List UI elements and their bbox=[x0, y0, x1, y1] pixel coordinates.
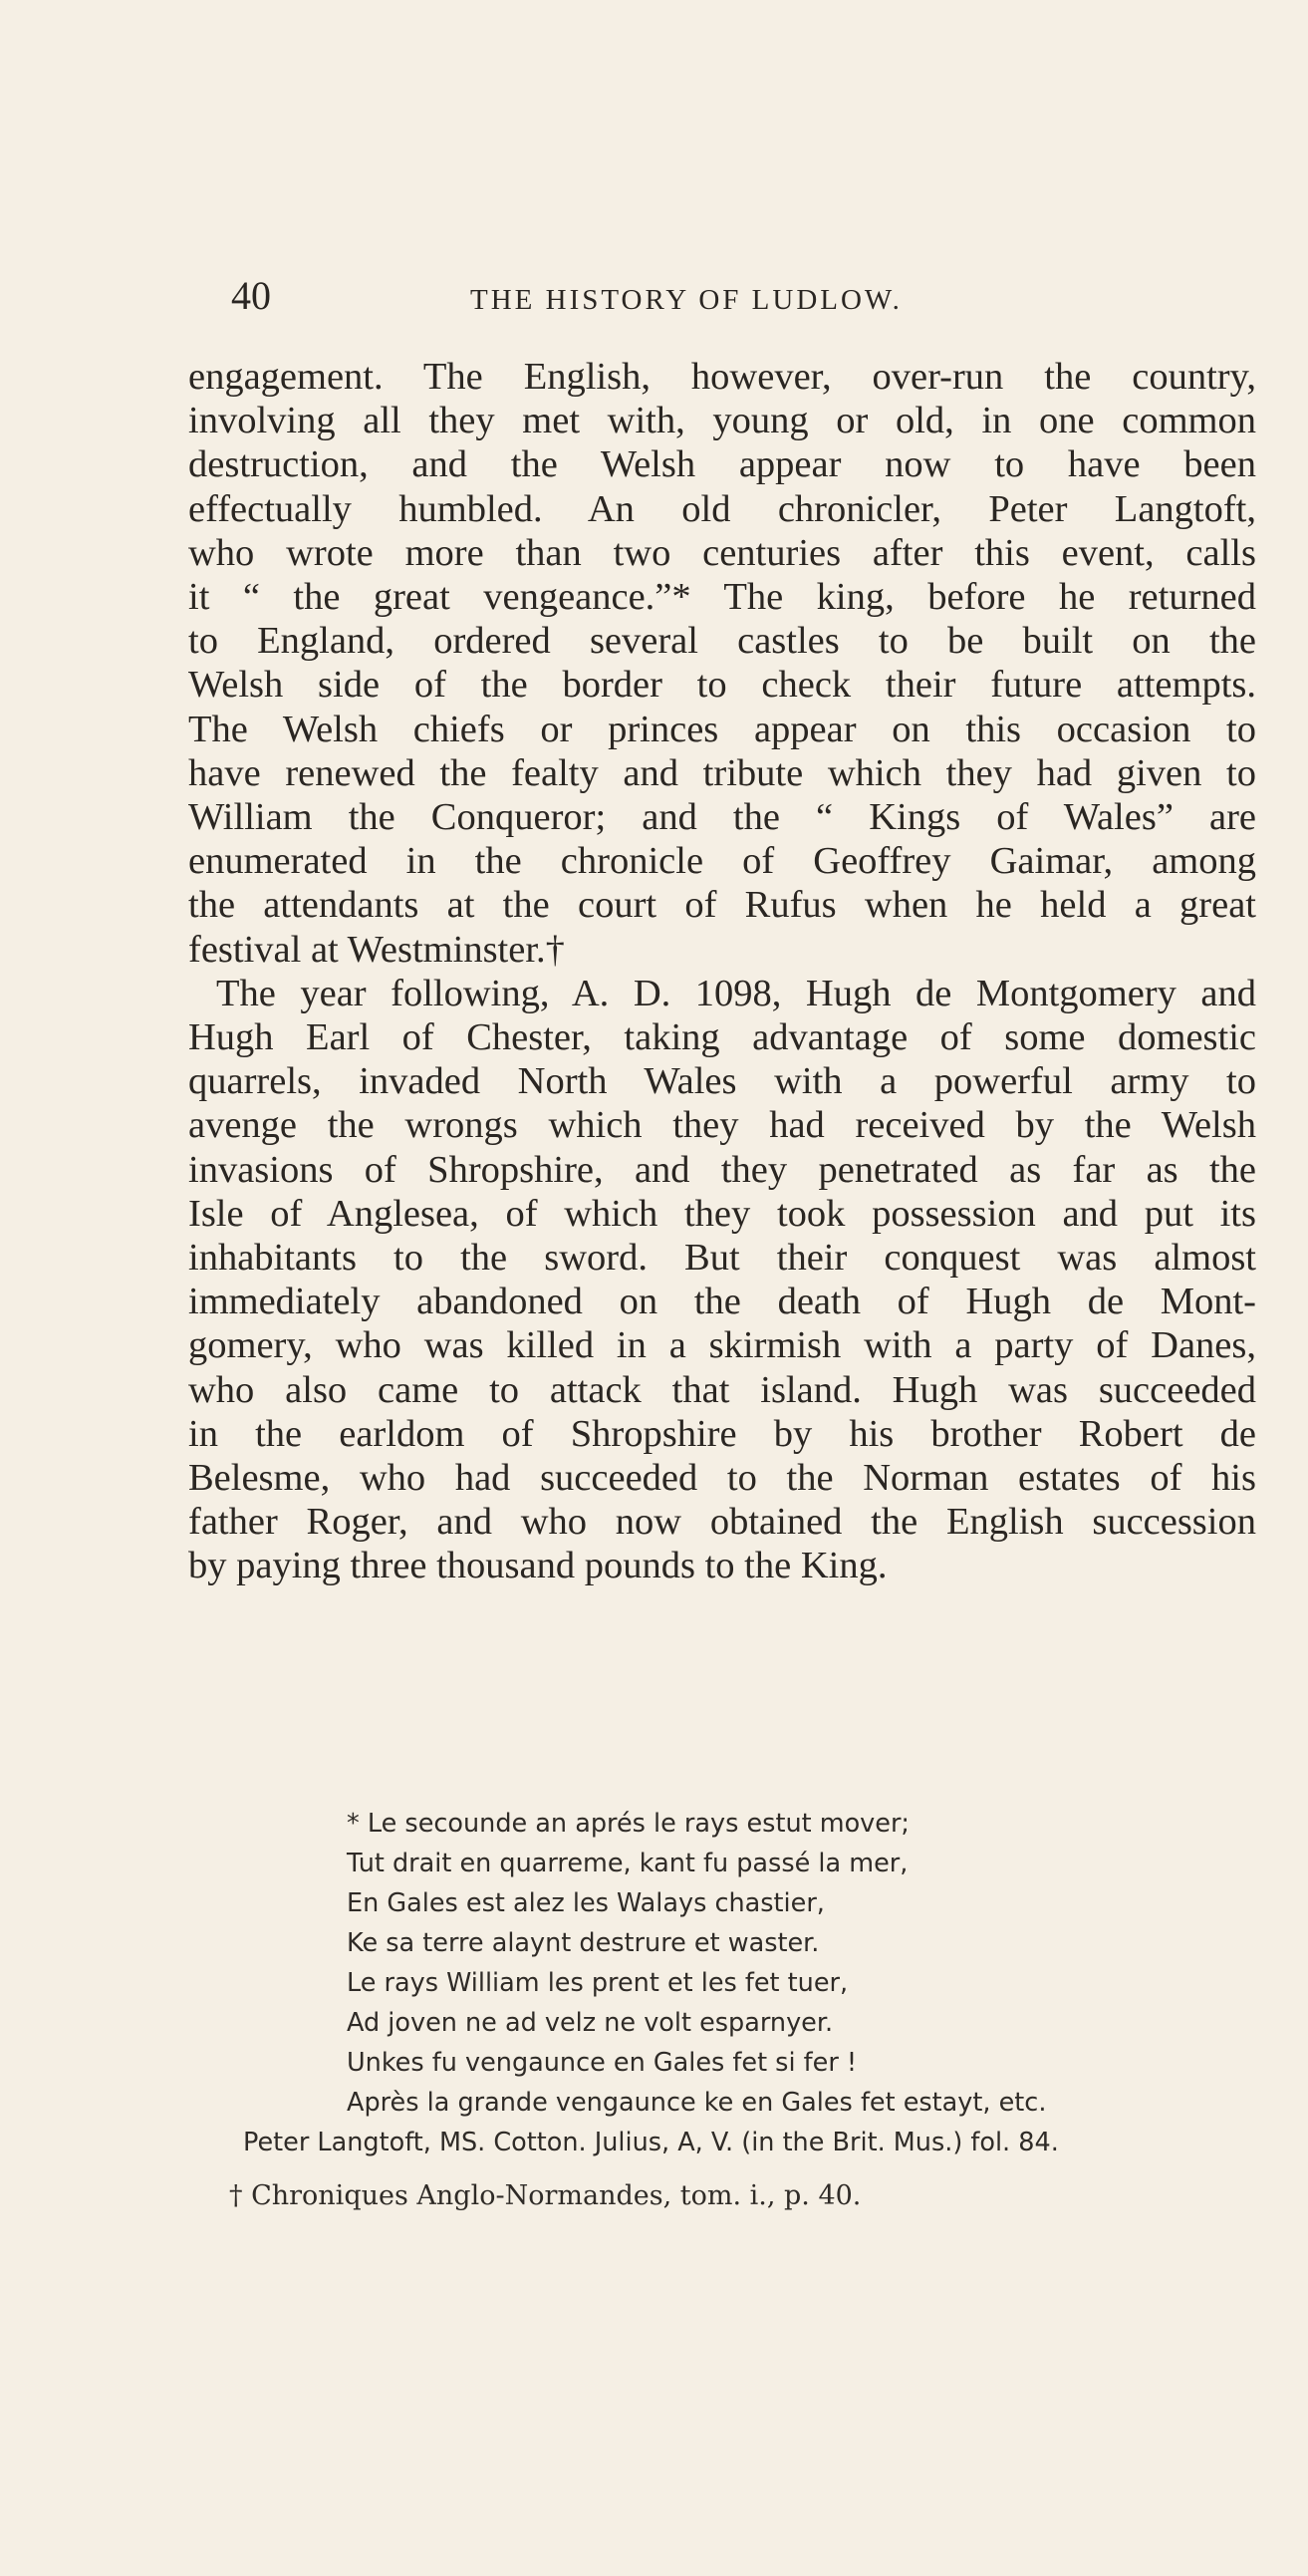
body-line: who also came to attack that island. Hugh was succeeded bbox=[188, 1368, 1256, 1411]
footnote-verse-line: Ad joven ne ad velz ne volt esparnyer. bbox=[347, 2008, 834, 2038]
body-line: effectually humbled. An old chronicler, Peter Langtoft, bbox=[188, 487, 1256, 530]
footnote-verse-line: Après la grande vengaunce ke en Gales fet estayt, etc. bbox=[347, 2088, 1047, 2118]
footnote-verse-line: Unkes fu vengaunce en Gales fet si fer ! bbox=[347, 2048, 858, 2078]
body-line: the attendants at the court of Rufus when he held a great bbox=[188, 884, 1256, 927]
footnote-verse-line: En Gales est alez les Walays chastier, bbox=[347, 1888, 825, 1918]
body-line: have renewed the fealty and tribute which they had given to bbox=[188, 751, 1256, 794]
footnote-second: † Chroniques Anglo-Normandes, tom. i., p. 40. bbox=[229, 2180, 862, 2211]
body-line: avenge the wrongs which they had received by the Welsh bbox=[188, 1104, 1256, 1147]
body-line: engagement. The English, however, over-run the country, bbox=[188, 356, 1256, 398]
body-line: in the earldom of Shropshire by his brother Robert de bbox=[188, 1412, 1256, 1455]
body-line: who wrote more than two centuries after this event, calls bbox=[188, 531, 1256, 574]
body-line: it “ the great vengeance.”* The king, before he returned bbox=[188, 576, 1256, 619]
body-line: The Welsh chiefs or princes appear on this occasion to bbox=[188, 708, 1256, 750]
body-line: gomery, who was killed in a skirmish with a party of Danes, bbox=[188, 1324, 1256, 1367]
body-line: William the Conqueror; and the “ Kings of Wales” are bbox=[188, 796, 1256, 839]
body-line: involving all they met with, young or old, in one common bbox=[188, 400, 1256, 442]
body-line: Isle of Anglesea, of which they took possession and put its bbox=[188, 1192, 1256, 1235]
footnote-verse-line: Ke sa terre alaynt destrure et waster. bbox=[347, 1928, 820, 1958]
body-line: Hugh Earl of Chester, taking advantage of some domestic bbox=[188, 1016, 1256, 1059]
running-title: THE HISTORY OF LUDLOW. bbox=[470, 284, 903, 316]
body-line: enumerated in the chronicle of Geoffrey Gaimar, among bbox=[188, 840, 1256, 883]
footnote-citation: Peter Langtoft, MS. Cotton. Julius, A, V. (in the Brit. Mus.) fol. 84. bbox=[243, 2128, 1059, 2157]
body-text bbox=[188, 355, 1256, 1588]
page-number: 40 bbox=[231, 273, 271, 318]
footnote-verse-line: Le rays William les prent et les fet tuer, bbox=[347, 1968, 849, 1998]
body-line: immediately abandoned on the death of Hugh de Mont- bbox=[188, 1281, 1256, 1323]
body-line: invasions of Shropshire, and they penetrated as far as the bbox=[188, 1148, 1256, 1191]
body-line: Welsh side of the border to check their future attempts. bbox=[188, 664, 1256, 707]
body-line: Belesme, who had succeeded to the Norman estates of his bbox=[188, 1457, 1256, 1500]
body-line: quarrels, invaded North Wales with a powerful army to bbox=[188, 1060, 1256, 1103]
body-line: father Roger, and who now obtained the English succession bbox=[188, 1501, 1256, 1544]
body-line: inhabitants to the sword. But their conquest was almost bbox=[188, 1237, 1256, 1280]
footnote-verse-line: * Le secounde an aprés le rays estut mover; bbox=[347, 1809, 911, 1839]
body-line: destruction, and the Welsh appear now to have been bbox=[188, 443, 1256, 486]
body-line: to England, ordered several castles to be built on the bbox=[188, 620, 1256, 663]
body-line: by paying three thousand pounds to the King. bbox=[188, 1545, 888, 1587]
footnotes bbox=[229, 1804, 1245, 2216]
body-line: festival at Westminster.† bbox=[188, 928, 565, 971]
paragraph-start-line: The year following, A. D. 1098, Hugh de Montgomery and bbox=[216, 972, 1256, 1014]
footnote-verse-line: Tut drait en quarreme, kant fu passé la mer, bbox=[347, 1849, 909, 1878]
page-header bbox=[231, 271, 1227, 321]
